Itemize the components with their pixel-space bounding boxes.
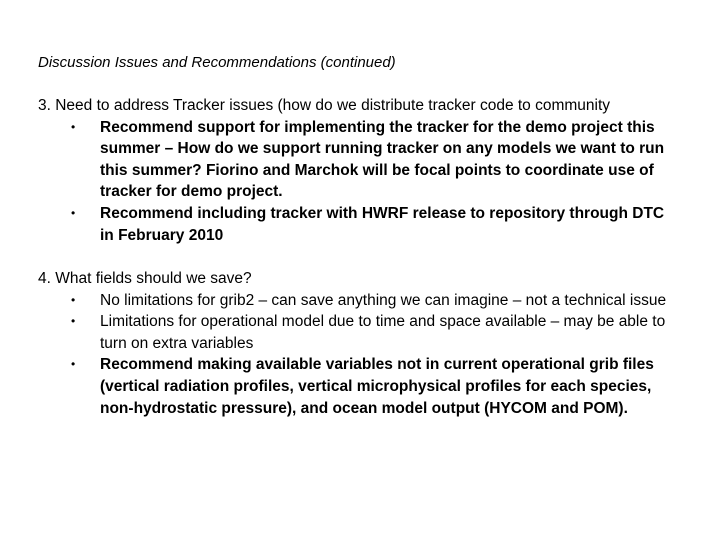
bullet-icon: • (71, 119, 76, 134)
section-title: 3. Need to address Tracker issues (how do we distribute tracker code to community (38, 97, 611, 114)
item-text: – How do we support running tracker on any models we want to run this summer? Fiorino and Marchok will be focal points to coordinate use of tracker for demo project. (100, 140, 665, 201)
item-bold-text: Recommend including tracker with HWRF release to repository through DTC in February 2010 (100, 204, 665, 244)
list-item (38, 311, 678, 354)
list-item (38, 203, 678, 246)
section-title: 4. What fields should we save? (38, 270, 252, 287)
bullet-list (38, 290, 678, 420)
section-fields-to-save (38, 268, 678, 419)
slide-heading: Discussion Issues and Recommendations (continued) (38, 54, 396, 71)
item-text: Limitations for operational model due to time and space available – may be able to turn on extra variables (100, 313, 666, 352)
list-item (38, 290, 678, 312)
section-tracker-issues (38, 95, 678, 246)
item-bold-text: Recommend making available variables not in current operational grib files (vertical radiation profiles, vertical microphysical profiles for each species, non-hydrostatic pressure), and ocean model output (HYCOM and POM). (100, 356, 654, 417)
bullet-icon: • (71, 314, 76, 329)
list-item (38, 117, 678, 203)
bullet-list (38, 117, 678, 247)
item-bold-text: Recommend support for implementing the tracker for the demo project this summer (100, 118, 655, 158)
bullet-icon: • (71, 205, 76, 220)
item-text: No limitations for grib2 – can save anything we can imagine – not a technical issue (100, 291, 667, 309)
bullet-icon: • (71, 292, 76, 307)
list-item (38, 354, 678, 419)
bullet-icon: • (71, 357, 76, 372)
